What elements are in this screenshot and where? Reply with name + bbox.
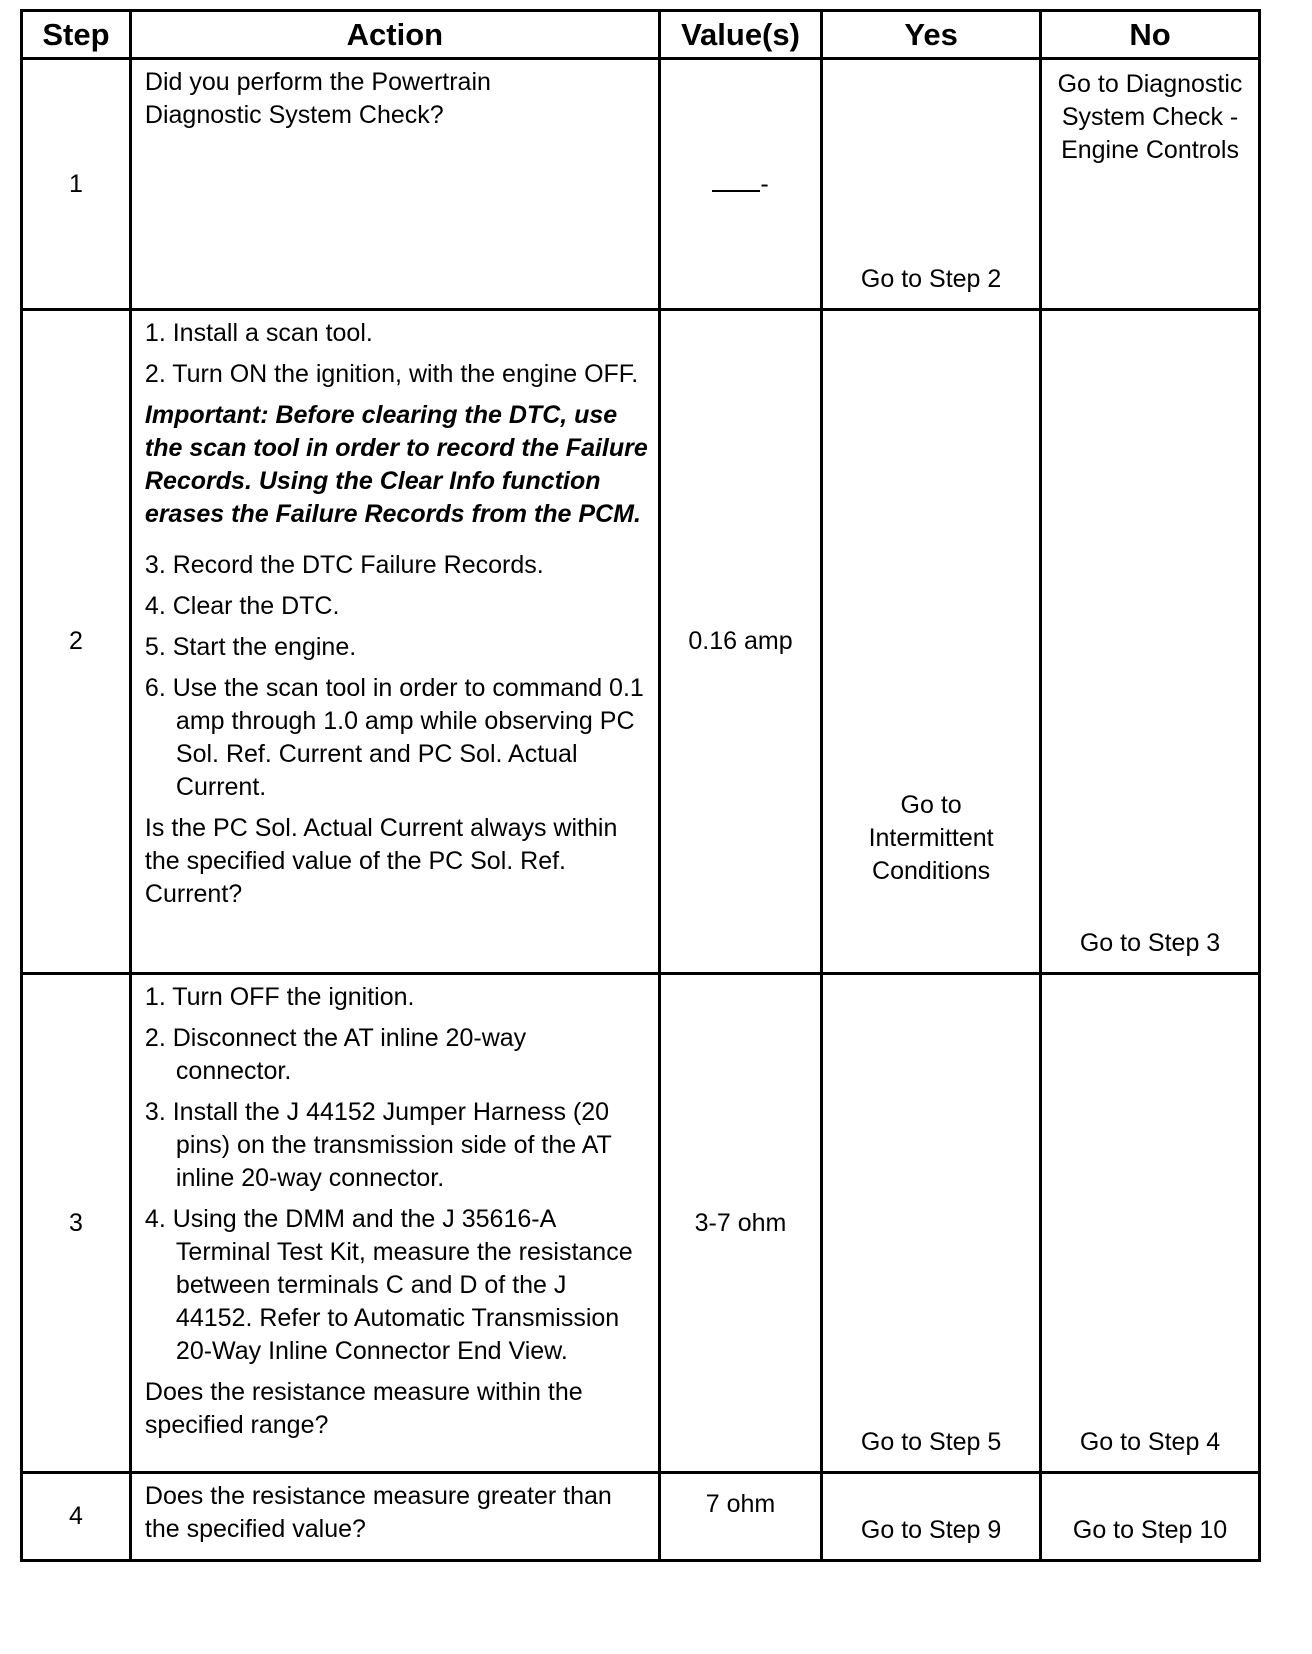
step-number: 3 <box>22 974 131 1473</box>
table-row <box>22 974 1260 1473</box>
step-number: 2 <box>22 310 131 974</box>
step-number: 4 <box>22 1473 131 1561</box>
question-text: Does the resistance measure within the specified range? <box>144 1378 583 1439</box>
yes-text: Go to Intermittent Conditions <box>868 791 994 885</box>
value-cell: 3-7 ohm <box>659 974 821 1473</box>
yes-text: Go to Step 9 <box>860 1516 1002 1544</box>
value-cell: 7 ohm <box>659 1473 821 1561</box>
action-cell <box>130 59 659 310</box>
table-row <box>22 59 1260 310</box>
value-cell: 0.16 amp <box>659 310 821 974</box>
header-action: Action <box>130 11 659 59</box>
no-cell <box>1041 310 1260 974</box>
list-item: 6. Use the scan tool in order to command 0.1 amp through 1.0 amp while observing PC Sol. Ref. Current and PC Sol. Actual Current. <box>144 674 644 801</box>
header-yes: Yes <box>822 11 1041 59</box>
list-item: 2. Disconnect the AT inline 20-way connector. <box>144 1024 527 1085</box>
list-item: 4. Using the DMM and the J 35616-A Terminal Test Kit, measure the resistance between terminals C and D of the J 44152. Refer to Automatic Transmission 20-Way Inline Connector End View. <box>144 1205 633 1365</box>
yes-text: Go to Step 2 <box>860 265 1002 293</box>
no-cell <box>1041 59 1260 310</box>
yes-cell <box>822 1473 1041 1561</box>
list-item: 4. Clear the DTC. <box>144 592 340 620</box>
action-cell <box>130 974 659 1473</box>
list-item: 2. Turn ON the ignition, with the engine OFF. <box>144 360 639 388</box>
question-text: Is the PC Sol. Actual Current always within the specified value of the PC Sol. Ref. Current? <box>144 814 618 908</box>
yes-text: Go to Step 5 <box>860 1428 1002 1456</box>
value-cell <box>659 59 821 310</box>
yes-cell <box>822 974 1041 1473</box>
action-cell <box>130 310 659 974</box>
blank-line <box>712 172 760 192</box>
no-text: Go to Diagnostic System Check - Engine Controls <box>1057 70 1243 164</box>
value-text: - <box>760 169 769 198</box>
action-content <box>132 311 658 921</box>
header-no: No <box>1041 11 1260 59</box>
no-text: Go to Step 4 <box>1079 1428 1221 1456</box>
no-cell <box>1041 974 1260 1473</box>
list-item: 3. Record the DTC Failure Records. <box>144 551 544 579</box>
important-note: Important: Before clearing the DTC, use the scan tool in order to record the Failure Records. Using the Clear Info function erases the Failure Records from the PCM. <box>144 401 648 528</box>
no-text: Go to Step 3 <box>1079 929 1221 957</box>
list-item: 5. Start the engine. <box>144 633 357 661</box>
no-cell <box>1041 1473 1260 1561</box>
table-row <box>22 1473 1260 1561</box>
header-step: Step <box>22 11 131 59</box>
action-text: Does the resistance measure greater than the specified value? <box>144 1482 612 1543</box>
list-item: 3. Install the J 44152 Jumper Harness (20 pins) on the transmission side of the AT inline 20-way connector. <box>144 1098 612 1192</box>
table-row <box>22 310 1260 974</box>
action-cell <box>130 1473 659 1561</box>
list-item: 1. Turn OFF the ignition. <box>144 983 415 1011</box>
action-content <box>132 975 658 1452</box>
yes-cell <box>822 310 1041 974</box>
yes-cell <box>822 59 1041 310</box>
list-item: 1. Install a scan tool. <box>144 319 373 347</box>
header-values: Value(s) <box>659 11 821 59</box>
action-text: Did you perform the Powertrain Diagnostic System Check? <box>144 68 491 129</box>
header-row <box>22 11 1260 59</box>
no-text: Go to Step 10 <box>1072 1516 1228 1544</box>
step-number: 1 <box>22 59 131 310</box>
diagnostic-table <box>20 9 1261 1562</box>
